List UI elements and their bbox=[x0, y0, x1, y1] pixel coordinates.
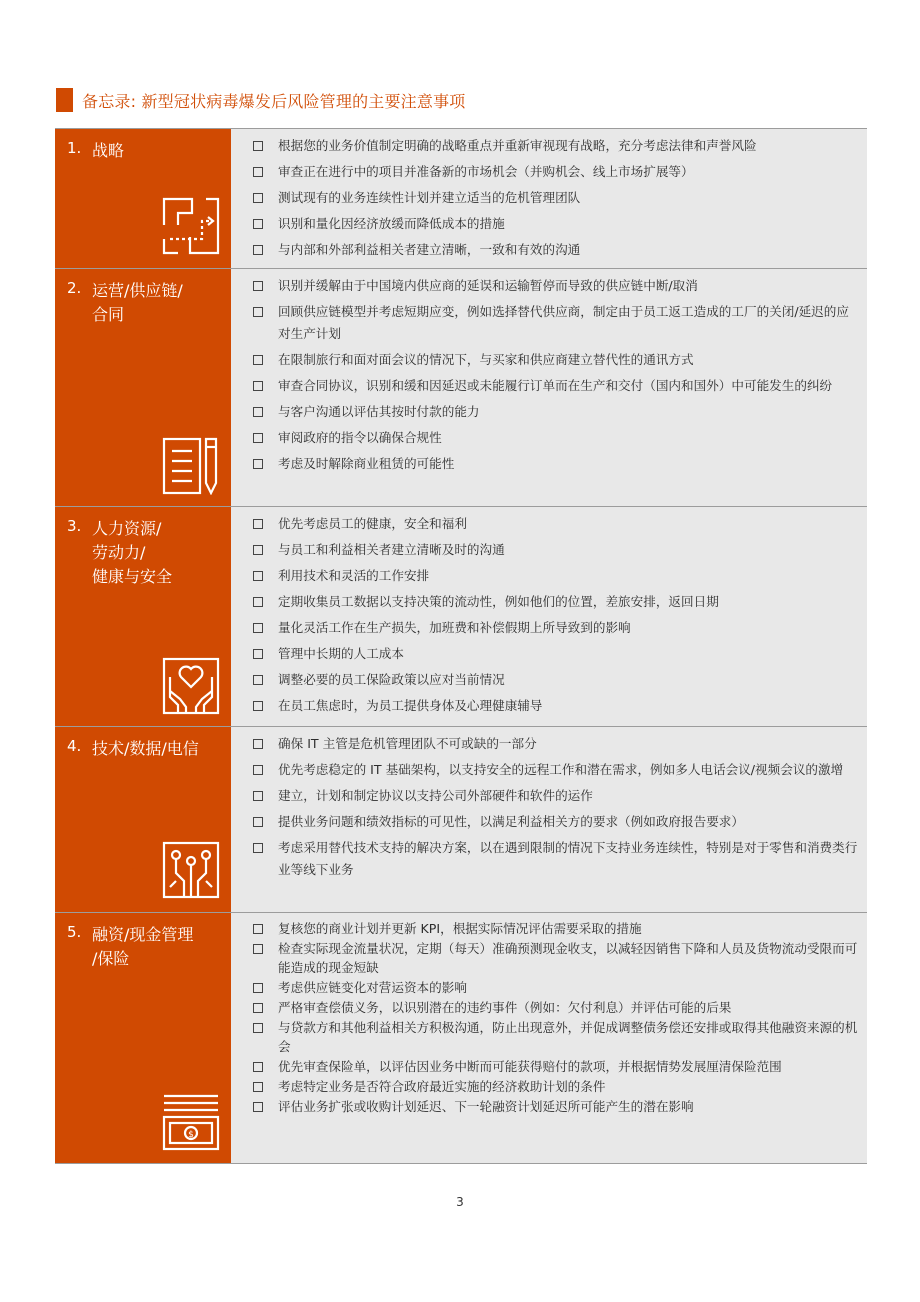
list-item: 在限制旅行和面对面会议的情况下，与买家和供应商建立替代性的通讯方式 bbox=[231, 349, 859, 371]
checkbox[interactable] bbox=[253, 545, 263, 555]
item-list bbox=[230, 507, 867, 726]
section-finance bbox=[55, 912, 867, 1164]
checkbox[interactable] bbox=[253, 765, 263, 775]
checkbox[interactable] bbox=[253, 219, 263, 229]
checkbox[interactable] bbox=[253, 739, 263, 749]
category-cell bbox=[55, 507, 230, 726]
section-hr bbox=[55, 506, 867, 726]
checkbox[interactable] bbox=[253, 141, 263, 151]
checkbox[interactable] bbox=[253, 817, 263, 827]
list-item: 建立，计划和制定协议以支持公司外部硬件和软件的运作 bbox=[231, 785, 859, 807]
item-list bbox=[230, 913, 867, 1163]
checkbox[interactable] bbox=[253, 167, 263, 177]
list-item: 回顾供应链模型并考虑短期应变，例如选择替代供应商，制定由于员工返工造成的工厂的关闭/延迟的应对生产计划 bbox=[231, 301, 859, 345]
list-item: 严格审查偿债义务，以识别潜在的违约事件（例如：欠付利息）并评估可能的后果 bbox=[231, 998, 859, 1017]
list-item: 量化灵活工作在生产损失，加班费和补偿假期上所导致到的影响 bbox=[231, 617, 859, 639]
list-item: 与客户沟通以评估其按时付款的能力 bbox=[231, 401, 859, 423]
checkbox[interactable] bbox=[253, 245, 263, 255]
checkbox[interactable] bbox=[253, 675, 263, 685]
checkbox[interactable] bbox=[253, 355, 263, 365]
circuit-icon bbox=[162, 841, 220, 899]
checkbox[interactable] bbox=[253, 597, 263, 607]
list-item: 识别和量化因经济放缓而降低成本的措施 bbox=[231, 213, 859, 235]
item-list bbox=[230, 727, 867, 912]
list-item: 审查合同协议，识别和缓和因延迟或未能履行订单而在生产和交付（国内和国外）中可能发生的纠纷 bbox=[231, 375, 859, 397]
category-cell bbox=[55, 129, 230, 268]
list-item: 与员工和利益相关者建立清晰及时的沟通 bbox=[231, 539, 859, 561]
list-item: 复核您的商业计划并更新 KPI，根据实际情况评估需要采取的措施 bbox=[231, 919, 859, 938]
list-item: 考虑供应链变化对营运资本的影响 bbox=[231, 978, 859, 997]
list-item: 利用技术和灵活的工作安排 bbox=[231, 565, 859, 587]
page-number: 3 bbox=[456, 1195, 464, 1209]
memo-table bbox=[55, 128, 867, 1164]
checkbox[interactable] bbox=[253, 649, 263, 659]
checkbox[interactable] bbox=[253, 307, 263, 317]
hands-heart-icon bbox=[162, 657, 220, 715]
list-item: 测试现有的业务连续性计划并建立适当的危机管理团队 bbox=[231, 187, 859, 209]
memo-header bbox=[56, 88, 465, 112]
checkbox[interactable] bbox=[253, 1062, 263, 1072]
list-item: 优先审查保险单，以评估因业务中断而可能获得赔付的款项，并根据情势发展厘清保险范围 bbox=[231, 1057, 859, 1076]
list-item: 根据您的业务价值制定明确的战略重点并重新审视现有战略，充分考虑法律和声誉风险 bbox=[231, 135, 859, 157]
strategy-path-icon bbox=[162, 197, 220, 255]
list-item: 考虑特定业务是否符合政府最近实施的经济救助计划的条件 bbox=[231, 1077, 859, 1096]
checkbox[interactable] bbox=[253, 924, 263, 934]
checkbox[interactable] bbox=[253, 433, 263, 443]
list-item: 确保 IT 主管是危机管理团队不可或缺的一部分 bbox=[231, 733, 859, 755]
checkbox[interactable] bbox=[253, 519, 263, 529]
list-item: 在员工焦虑时，为员工提供身体及心理健康辅导 bbox=[231, 695, 859, 717]
list-item: 调整必要的员工保险政策以应对当前情况 bbox=[231, 669, 859, 691]
list-item: 审查正在进行中的项目并准备新的市场机会（并购机会、线上市场扩展等） bbox=[231, 161, 859, 183]
checkbox[interactable] bbox=[253, 193, 263, 203]
category-title: 融资/现金管理 /保险 bbox=[92, 925, 194, 968]
list-item: 考虑采用替代技术支持的解决方案，以在遇到限制的情况下支持业务连续性，特别是对于零售和消费类行业等线下业务 bbox=[231, 837, 859, 881]
category-cell bbox=[55, 913, 230, 1163]
money-stack-icon bbox=[162, 1093, 220, 1151]
category-number: 3. bbox=[67, 517, 82, 535]
list-item: 提供业务问题和绩效指标的可见性，以满足利益相关方的要求（例如政府报告要求） bbox=[231, 811, 859, 833]
category-title: 运营/供应链/ 合同 bbox=[92, 281, 183, 324]
category-title: 人力资源/ 劳动力/ 健康与安全 bbox=[92, 519, 173, 586]
list-item: 优先考虑员工的健康，安全和福利 bbox=[231, 513, 859, 535]
list-item: 优先考虑稳定的 IT 基础架构，以支持安全的远程工作和潜在需求，例如多人电话会议/视频会议的激增 bbox=[231, 759, 859, 781]
category-number: 2. bbox=[67, 279, 82, 297]
checkbox[interactable] bbox=[253, 623, 263, 633]
list-item: 检查实际现金流量状况，定期（每天）准确预测现金收支，以减轻因销售下降和人员及货物流动受限而可能造成的现金短缺 bbox=[231, 939, 859, 977]
category-number: 5. bbox=[67, 923, 82, 941]
checkbox[interactable] bbox=[253, 1102, 263, 1112]
checkbox[interactable] bbox=[253, 281, 263, 291]
checkbox[interactable] bbox=[253, 571, 263, 581]
list-item: 识别并缓解由于中国境内供应商的延误和运输暂停而导致的供应链中断/取消 bbox=[231, 275, 859, 297]
section-strategy bbox=[55, 128, 867, 268]
list-item: 审阅政府的指令以确保合规性 bbox=[231, 427, 859, 449]
checkbox[interactable] bbox=[253, 459, 263, 469]
category-cell bbox=[55, 727, 230, 912]
category-title: 技术/数据/电信 bbox=[92, 739, 199, 758]
document-pencil-icon bbox=[162, 437, 220, 495]
checkbox[interactable] bbox=[253, 843, 263, 853]
page-title: 备忘录: 新型冠状病毒爆发后风险管理的主要注意事项 bbox=[82, 91, 466, 111]
checkbox[interactable] bbox=[253, 1003, 263, 1013]
category-number: 4. bbox=[67, 737, 82, 755]
checkbox[interactable] bbox=[253, 1023, 263, 1033]
list-item: 考虑及时解除商业租赁的可能性 bbox=[231, 453, 859, 475]
item-list bbox=[230, 129, 867, 268]
list-item: 评估业务扩张或收购计划延迟、下一轮融资计划延迟所可能产生的潜在影响 bbox=[231, 1097, 859, 1116]
category-title: 战略 bbox=[92, 141, 125, 160]
checkbox[interactable] bbox=[253, 407, 263, 417]
checkbox[interactable] bbox=[253, 791, 263, 801]
section-operations bbox=[55, 268, 867, 506]
checkbox[interactable] bbox=[253, 944, 263, 954]
title-accent-square bbox=[56, 88, 73, 112]
list-item: 定期收集员工数据以支持决策的流动性，例如他们的位置，差旅安排，返回日期 bbox=[231, 591, 859, 613]
list-item: 管理中长期的人工成本 bbox=[231, 643, 859, 665]
checkbox[interactable] bbox=[253, 701, 263, 711]
checkbox[interactable] bbox=[253, 1082, 263, 1092]
list-item: 与贷款方和其他利益相关方积极沟通，防止出现意外，并促成调整债务偿还安排或取得其他融资来源的机会 bbox=[231, 1018, 859, 1056]
section-technology bbox=[55, 726, 867, 912]
checkbox[interactable] bbox=[253, 381, 263, 391]
svg-text:$: $ bbox=[188, 1130, 194, 1140]
category-cell bbox=[55, 269, 230, 506]
category-number: 1. bbox=[67, 139, 82, 157]
list-item: 与内部和外部利益相关者建立清晰，一致和有效的沟通 bbox=[231, 239, 859, 261]
checkbox[interactable] bbox=[253, 983, 263, 993]
item-list bbox=[230, 269, 867, 506]
